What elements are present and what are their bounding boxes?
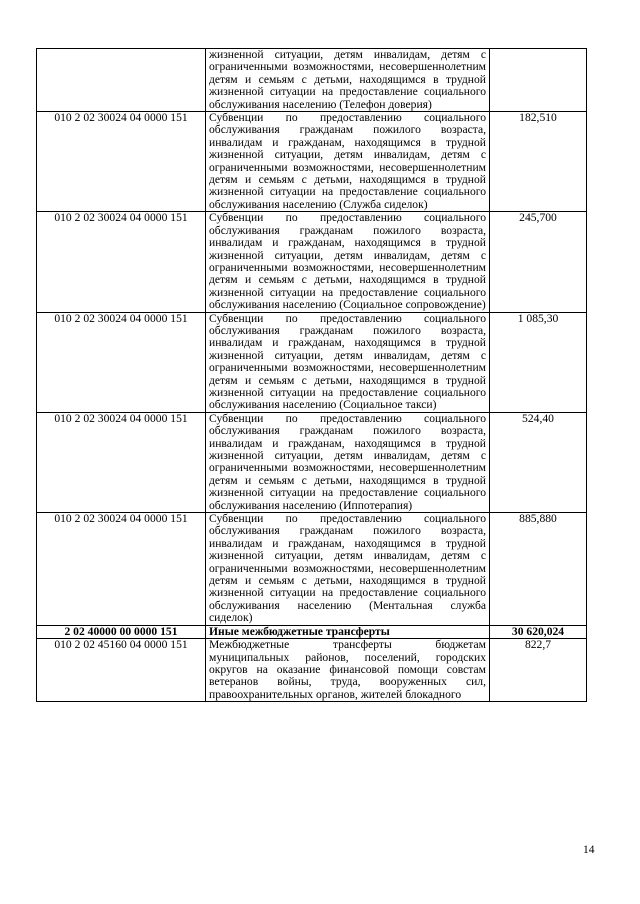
code-cell: 010 2 02 30024 04 0000 151 — [37, 212, 206, 312]
code-cell: 010 2 02 30024 04 0000 151 — [37, 513, 206, 626]
budget-table — [36, 48, 587, 702]
description-cell: Субвенции по предоставлению социального обслуживания гражданам пожилого возраста, инвалидам и гражданам, находящимся в трудной жизненной ситуации, детям инвалидам, детям с ограниченными возможностями, несовершеннолетним детям и семьям с детьми, находящимся в трудной жизненной ситуации на предоставление социального обслуживания населению (Служба сиделок) — [206, 112, 490, 212]
amount-cell — [490, 49, 587, 112]
budget-table-body — [37, 49, 587, 702]
table-row — [37, 513, 587, 626]
table-row — [37, 312, 587, 412]
code-cell: 010 2 02 30024 04 0000 151 — [37, 112, 206, 212]
table-row — [37, 639, 587, 702]
description-cell: жизненной ситуации, детям инвалидам, детям с ограниченными возможностями, несовершеннолетним детям и семьям с детьми, находящимся в трудной жизненной ситуации на предоставление социального обслуживания населению (Телефон доверия) — [206, 49, 490, 112]
amount-cell: 1 085,30 — [490, 312, 587, 412]
page-number: 14 — [583, 844, 595, 856]
description-cell: Иные межбюджетные трансферты — [206, 625, 490, 638]
amount-cell: 182,510 — [490, 112, 587, 212]
amount-cell: 885,880 — [490, 513, 587, 626]
table-row — [37, 625, 587, 638]
description-cell: Субвенции по предоставлению социального обслуживания гражданам пожилого возраста, инвалидам и гражданам, находящимся в трудной жизненной ситуации, детям инвалидам, детям с ограниченными возможностями, несовершеннолетним детям и семьям с детьми, находящимся в трудной жизненной ситуации на предоставление социального обслуживания населению (Социальное сопровождение) — [206, 212, 490, 312]
code-cell — [37, 49, 206, 112]
amount-cell: 245,700 — [490, 212, 587, 312]
amount-cell: 524,40 — [490, 412, 587, 512]
amount-cell: 822,7 — [490, 639, 587, 702]
table-row — [37, 112, 587, 212]
table-row — [37, 412, 587, 512]
table-row — [37, 49, 587, 112]
description-cell: Субвенции по предоставлению социального обслуживания гражданам пожилого возраста, инвалидам и гражданам, находящимся в трудной жизненной ситуации, детям инвалидам, детям с ограниченными возможностями, несовершеннолетним детям и семьям с детьми, находящимся в трудной жизненной ситуации на предоставление социального обслуживания населению (Социальное такси) — [206, 312, 490, 412]
description-cell: Субвенции по предоставлению социального обслуживания гражданам пожилого возраста, инвалидам и гражданам, находящимся в трудной жизненной ситуации, детям инвалидам, детям с ограниченными возможностями, несовершеннолетним детям и семьям с детьми, находящимся в трудной жизненной ситуации на предоставление социального обслуживания населению (Ментальная служба сиделок) — [206, 513, 490, 626]
code-cell: 010 2 02 45160 04 0000 151 — [37, 639, 206, 702]
table-row — [37, 212, 587, 312]
description-cell: Межбюджетные трансферты бюджетам муниципальных районов, поселений, городских округов на оказание финансовой помощи совстам ветеранов войны, труда, вооруженных сил, правоохранительных органов, жителей блокадного — [206, 639, 490, 702]
code-cell: 2 02 40000 00 0000 151 — [37, 625, 206, 638]
code-cell: 010 2 02 30024 04 0000 151 — [37, 312, 206, 412]
code-cell: 010 2 02 30024 04 0000 151 — [37, 412, 206, 512]
description-cell: Субвенции по предоставлению социального обслуживания гражданам пожилого возраста, инвалидам и гражданам, находящимся в трудной жизненной ситуации, детям инвалидам, детям с ограниченными возможностями, несовершеннолетним детям и семьям с детьми, находящимся в трудной жизненной ситуации на предоставление социального обслуживания населению (Иппотерапия) — [206, 412, 490, 512]
amount-cell: 30 620,024 — [490, 625, 587, 638]
